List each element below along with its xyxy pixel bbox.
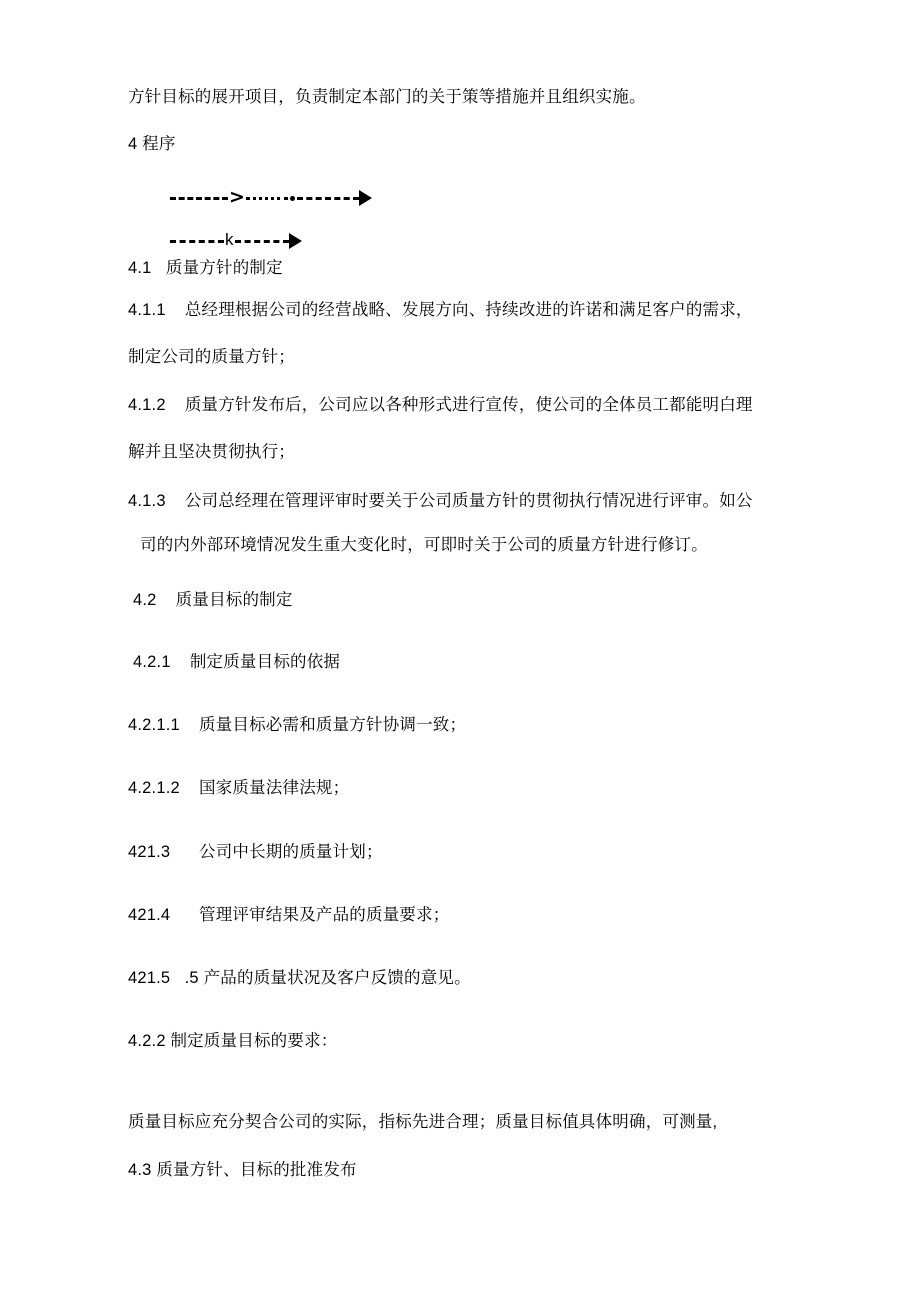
arrowhead-icon bbox=[359, 190, 372, 206]
paragraph-4-2-1-1: 4.2.1.1 质量目标必需和质量方针协调一致； bbox=[128, 716, 467, 734]
dotted-segment-icon bbox=[246, 197, 288, 200]
bullet-node-icon bbox=[290, 196, 295, 201]
arrowhead-icon bbox=[289, 233, 302, 249]
paragraph-4-1-3-line-2: 司的内外部环境情况发生重大变化时，可即时关于公司的质量方针进行修订。 bbox=[140, 536, 708, 554]
chevron-right-icon: > bbox=[229, 185, 245, 208]
paragraph-421-4: 421.4 管理评审结果及产品的质量要求； bbox=[128, 906, 450, 924]
heading-4-2-1: 4.2.1 制定质量目标的依据 bbox=[133, 653, 341, 671]
flow-arrow-row-2 bbox=[170, 231, 302, 251]
dashed-segment-icon bbox=[235, 240, 289, 243]
heading-4-2-2: 4.2.2 制定质量目标的要求： bbox=[128, 1032, 338, 1050]
paragraph-4-2-2-body: 质量目标应充分契合公司的实际，指标先进合理；质量目标值具体明确，可测量, bbox=[128, 1113, 718, 1131]
dashed-segment-icon bbox=[297, 197, 359, 200]
paragraph-4-1-2-line-1: 4.1.2 质量方针发布后，公司应以各种形式进行宣传，使公司的全体员工都能明白理 bbox=[128, 396, 753, 414]
paragraph-4-1-1-line-1: 4.1.1 总经理根据公司的经营战略、发展方向、持续改进的许诺和满足客户的需求， bbox=[128, 301, 753, 319]
paragraph-4-1-1-line-2: 制定公司的质量方针； bbox=[128, 348, 295, 366]
paragraph-421-5: 421.5 .5 产品的质量状况及客户反馈的意见。 bbox=[128, 969, 471, 987]
dashed-segment-icon bbox=[170, 197, 228, 200]
paragraph-421-3: 421.3 公司中长期的质量计划； bbox=[128, 843, 383, 861]
heading-4-2: 4.2 质量目标的制定 bbox=[133, 591, 293, 609]
paragraph-4-1-3-line-1: 4.1.3 公司总经理在管理评审时要关于公司质量方针的贯彻执行情况进行评审。如公 bbox=[128, 492, 753, 510]
flow-arrow-row-1 bbox=[170, 185, 372, 208]
dashed-segment-icon bbox=[170, 240, 224, 243]
heading-4-3: 4.3 质量方针、目标的批准发布 bbox=[128, 1161, 357, 1179]
paragraph-4-1-2-line-2: 解并且坚决贯彻执行； bbox=[128, 443, 295, 461]
paragraph-intro: 方针目标的展开项目，负责制定本部门的关于策等措施并且组织实施。 bbox=[128, 88, 646, 106]
paragraph-4-2-1-2: 4.2.1.2 国家质量法律法规； bbox=[128, 779, 350, 797]
k-glyph-icon: k bbox=[225, 230, 234, 249]
heading-section-4: 4 程序 bbox=[128, 135, 176, 153]
heading-4-1: 4.1 质量方针的制定 bbox=[128, 259, 283, 277]
